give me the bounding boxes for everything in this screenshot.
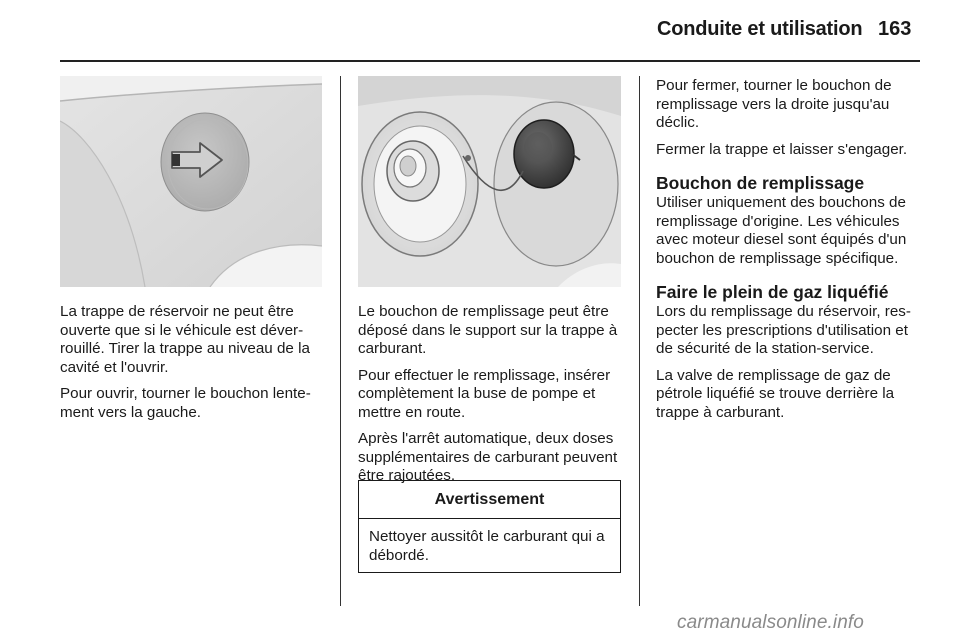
column-2-text: [358, 303, 626, 494]
paragraph: La trappe de réservoir ne peut être ouverte que si le véhicule est déverrouillé. Tirer la trappe au niveau de la cavité et l'ouvrir.: [60, 303, 310, 376]
paragraph: Après l'arrêt automatique, deux doses supplémentaires de carburant peuvent être rajoutées.: [358, 430, 618, 484]
paragraph: Le bouchon de remplissage peut être déposé dans le support sur la trappe à carburant.: [358, 303, 618, 357]
column-divider-2: [639, 76, 640, 606]
section-heading-fuel-cap: Bouchon de remplissage: [656, 173, 865, 193]
warning-title: Avertissement: [359, 481, 620, 519]
paragraph: Pour ouvrir, tourner le bouchon lentement vers la gauche.: [60, 385, 311, 421]
fuel-cap-drawing: [358, 76, 621, 287]
page-header-title: Conduite et utilisation: [657, 18, 863, 40]
paragraph: Pour effectuer le remplissage, insérer complètement la buse de pompe et mettre en route.: [358, 366, 611, 421]
fuel-flap-drawing: [60, 76, 322, 287]
warning-box: [358, 480, 621, 573]
paragraph: Pour fermer, tourner le bouchon de remplissage vers la droite jusqu'au déclic.: [656, 77, 892, 131]
section-heading-lpg: Faire le plein de gaz liquéfié: [656, 282, 889, 302]
watermark: carmanualsonline.info: [677, 612, 864, 633]
page-number: 163: [878, 18, 912, 40]
fuel-cap-illustration: [358, 76, 621, 287]
header-rule: [60, 60, 920, 62]
paragraph: La valve de remplissage de gaz de pétrole liquéfié se trouve derrière la trappe à carburant.: [656, 366, 895, 421]
paragraph: Lors du remplissage du réservoir, respecter les prescriptions d'utilisation et de sécurité de la station-service.: [656, 303, 911, 357]
column-divider-1: [340, 76, 341, 606]
column-3-text: [656, 77, 926, 430]
fuel-flap-illustration: [60, 76, 322, 287]
warning-text: Nettoyer aussitôt le carburant qui a débordé.: [369, 528, 605, 564]
column-1-text: [60, 303, 326, 430]
paragraph: Utiliser uniquement des bouchons de remplissage d'origine. Les véhicules avec moteur diesel sont équipés d'un bouchon de remplissage spécifique.: [656, 194, 907, 267]
paragraph: Fermer la trappe et laisser s'engager.: [656, 140, 908, 158]
